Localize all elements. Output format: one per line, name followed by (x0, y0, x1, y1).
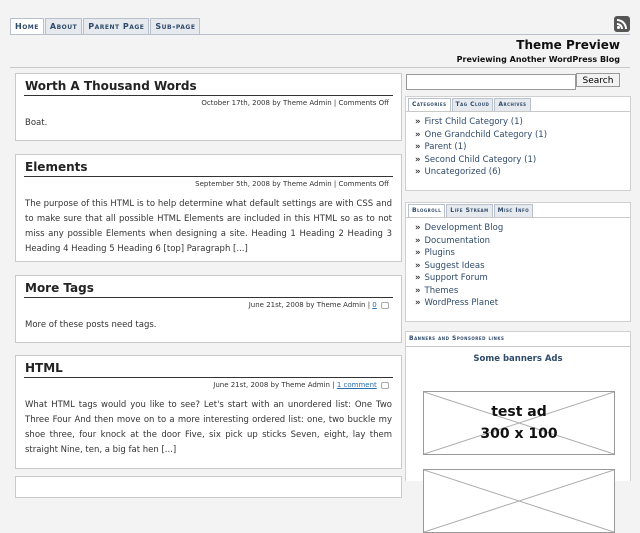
ads-title: Some banners Ads (473, 354, 563, 364)
tab-parent-page[interactable]: Parent Page (83, 18, 149, 34)
post-title[interactable]: HTML (25, 361, 63, 375)
bullet-icon: » (415, 248, 421, 258)
ad-text: test ad (491, 404, 547, 420)
post-title[interactable]: Elements (25, 160, 88, 174)
nav-divider (10, 34, 630, 35)
bullet-icon: » (415, 298, 421, 308)
bullet-icon: » (415, 235, 421, 246)
tab-categories[interactable]: Categories (408, 98, 451, 112)
comment-link[interactable]: 1 comment (336, 381, 377, 389)
post-title[interactable]: Worth A Thousand Words (25, 79, 197, 93)
post-meta: October 17th, 2008 by Theme Admin | Comments Off (201, 99, 389, 107)
bullet-icon: » (415, 223, 421, 233)
categories-widget (405, 96, 631, 191)
category-list (415, 116, 547, 179)
bullet-icon: » (415, 142, 421, 152)
bullet-icon: » (415, 167, 421, 177)
rss-icon[interactable] (614, 16, 630, 32)
bullet-icon: » (415, 273, 421, 283)
search-button[interactable]: Search (576, 73, 620, 87)
placeholder-cross-icon (424, 392, 614, 454)
post (15, 355, 402, 469)
tab-blogroll[interactable]: Blogroll (408, 204, 445, 218)
post (15, 154, 402, 262)
post-meta: June 21st, 2008 by Theme Admin | 1 comment (213, 381, 389, 389)
list-item[interactable]: » Second Child Category (1) (415, 154, 537, 165)
post-title[interactable]: More Tags (25, 281, 94, 295)
list-item[interactable]: » Uncategorized (6) (415, 167, 501, 177)
site-tagline: Previewing Another WordPress Blog (456, 55, 620, 64)
top-nav (10, 18, 201, 35)
list-item[interactable]: » Themes (415, 285, 459, 296)
bullet-icon: » (415, 285, 421, 296)
comment-icon (381, 382, 389, 389)
list-item[interactable]: » WordPress Planet (415, 298, 499, 308)
banner-ad[interactable] (423, 391, 615, 455)
bullet-icon: » (415, 260, 421, 271)
tab-about[interactable]: About (45, 18, 82, 34)
list-item[interactable]: » Support Forum (415, 273, 488, 283)
tab-home[interactable]: Home (10, 18, 44, 35)
search-input[interactable] (406, 74, 576, 90)
blogroll-widget (405, 202, 631, 322)
site-title[interactable]: Theme Preview (516, 38, 620, 52)
post-excerpt: The purpose of this HTML is to help determine what default settings are with CSS and to make sure that all possible HTML Elements are included in this HTML so as to not miss any possible Elements when designing a site. Heading 1 Heading 2 Heading 3 Heading 4 Heading 5 Heading 6 [top] Paragraph [...] (25, 199, 392, 254)
post-excerpt: Boat. (25, 118, 48, 128)
post-excerpt: More of these posts need tags. (25, 320, 157, 330)
ad-size: 300 x 100 (480, 426, 558, 442)
list-item[interactable]: » Documentation (415, 235, 491, 246)
blogroll-list (415, 222, 503, 310)
ads-header: Banners and Sponsored links (409, 335, 505, 342)
post (15, 476, 402, 498)
bullet-icon: » (415, 129, 421, 140)
banner-ad[interactable] (423, 469, 615, 533)
ads-widget (405, 331, 631, 481)
bullet-icon: » (415, 117, 421, 127)
list-item[interactable]: » Parent (1) (415, 142, 467, 152)
post-meta: June 21st, 2008 by Theme Admin | 0 (249, 301, 389, 309)
post (15, 73, 402, 141)
tab-misc-info[interactable]: Misc Info (494, 204, 534, 218)
comment-link[interactable]: 0 (372, 301, 377, 309)
bullet-icon: » (415, 154, 421, 165)
post (15, 275, 402, 343)
tab-sub-page[interactable]: Sub-page (150, 18, 200, 34)
list-item[interactable]: » Development Blog (415, 223, 504, 233)
header-divider (10, 67, 630, 68)
list-item[interactable]: » Suggest Ideas (415, 260, 485, 271)
tab-tag-cloud[interactable]: Tag Cloud (452, 98, 494, 112)
tab-life-stream[interactable]: Life Stream (446, 204, 492, 218)
post-meta: September 5th, 2008 by Theme Admin | Comments Off (195, 180, 389, 188)
list-item[interactable]: » One Grandchild Category (1) (415, 129, 548, 140)
tab-archives[interactable]: Archives (494, 98, 530, 112)
list-item[interactable]: » Plugins (415, 248, 455, 258)
post-excerpt: What HTML tags would you like to see? Let's start with an unordered list: One Two Three Four And then move on to a more interesting ordered list: one, two buckle my shoe three, four knock at the door Five, six pick up sticks Seven, eight, lay them straight Nine, ten, a big fat hen [...] (25, 400, 392, 455)
comment-icon (381, 302, 389, 309)
list-item[interactable]: » First Child Category (1) (415, 117, 523, 127)
placeholder-cross-icon (424, 470, 614, 532)
